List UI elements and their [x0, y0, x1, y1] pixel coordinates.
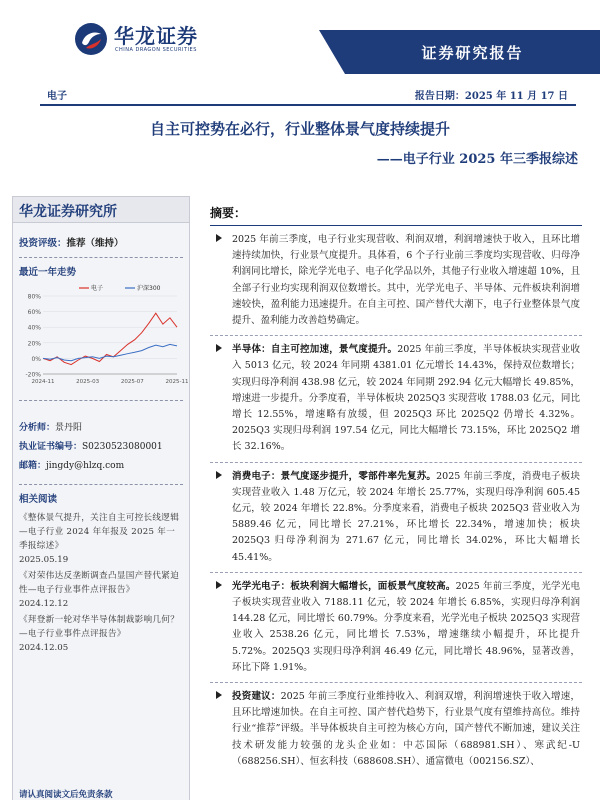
- cert-row: [19, 438, 183, 457]
- paragraph-lead: 光学光电子：板块利润大幅增长，面板景气度较高。: [232, 580, 456, 592]
- institute-name: 华龙证券研究所: [13, 197, 189, 223]
- related-label: 相关阅读: [19, 494, 58, 505]
- report-meta: [47, 86, 576, 104]
- abstract-paragraph: [210, 226, 582, 336]
- triangle-bullet-icon: [216, 344, 222, 352]
- company-logo: [74, 20, 234, 60]
- cert-label: 执业证书编号：: [19, 442, 83, 452]
- paragraph-text: 2025 年前三季度，半导体板块实现营业收入 5013 亿元，较 2024 年同期 4381.01 亿元增长 14.43%，保持双位数增长；实现归母净利润 438.98 亿元，较 2024 年同期 292.94 亿元大幅增长 49.85%，增速进一步提升。分季度看，半导体板块 2025Q3 实现营收 1788.03 亿元，同比增长 12.55%，增速略有放缓，但 2025Q3 环比 2025Q2 仍增长 4.32%。2025Q3 实现归母利润 197.54 亿元，同比大幅增长 73.15%，环比 2025Q2 增长 32.16%。: [232, 344, 580, 453]
- sidebar: [12, 196, 190, 800]
- related-item-title[interactable]: 《对荣伟达反垄断调查凸显国产替代紧迫性—电子行业事件点评报告》: [19, 571, 180, 595]
- sidebar-divider: [19, 484, 183, 485]
- report-title: 自主可控势在必行，行业整体景气度持续提升: [149, 120, 450, 138]
- disclaimer-note: 请认真阅读文后免责条款: [19, 790, 113, 800]
- abstract-paragraph: [210, 573, 582, 683]
- email-link[interactable]: jingdy@hlzq.com: [46, 461, 125, 471]
- related-item[interactable]: [19, 613, 183, 655]
- chart-y-tick-label: 80%: [27, 293, 41, 301]
- abstract-section: [210, 196, 582, 776]
- chart-legend-label: 沪深300: [137, 285, 161, 292]
- analyst-row: [19, 419, 183, 438]
- related-reading-list: [19, 511, 183, 655]
- abstract-heading: 摘要：: [210, 206, 247, 220]
- chart-x-tick-label: 2025-07: [120, 379, 144, 385]
- related-item-title[interactable]: 《整体景气提升，关注自主可控长线逻辑—电子行业 2024 年年报及 2025 年一季报综述》: [19, 513, 180, 551]
- related-item-date: 2024.12.05: [19, 643, 69, 653]
- abstract-paragraph: [210, 336, 582, 462]
- related-item[interactable]: [19, 511, 183, 567]
- related-item-title[interactable]: 《拜登新一轮对华半导体制裁影响几何？—电子行业事件点评报告》: [19, 615, 180, 639]
- trend-label: 最近一年走势: [19, 267, 77, 278]
- paragraph-text: 2025 年前三季度行业维持收入、利润双增，利润增速快于收入增速，且环比增速加快。在自主可控、国产替代趋势下，行业景气度有望维持高位。维持行业“推荐”评级。半导体板块自主可控为核心方向，国产替代不断加速，建议关注技术研发能力较强的龙头企业如：中芯国际（688981.SH）、寒武纪-U（688256.SH）、恒玄科技（688608.SH）、通富微电（002156.SZ）、: [232, 691, 580, 767]
- chart-y-tick-label: 40%: [27, 324, 41, 332]
- paragraph-lead: 投资建议：: [232, 691, 281, 703]
- triangle-bullet-icon: [216, 234, 222, 242]
- trend-chart-svg: [19, 282, 189, 392]
- analyst-label: 分析师：: [19, 423, 56, 433]
- chart-x-tick-label: 2024-11: [31, 379, 55, 385]
- paragraph-lead: 消费电子：景气度逐步提升，零部件率先复苏。: [232, 470, 437, 482]
- triangle-bullet-icon: [216, 581, 222, 589]
- chart-x-tick-label: 2025-11: [165, 379, 189, 385]
- triangle-bullet-icon: [216, 471, 222, 479]
- paragraph-text: 2025 年前三季度，电子行业实现营收、利润双增，利润增速快于收入，且环比增速持续加快，行业景气度提升。具体看，6 个子行业前三季度均实现营收、归母净利润同比增长，除光学光电子、电子化学品以外，其他子行业收入增速超 10%，且全部子行业均实现利润双位数增长。其中，光学光电子、半导体、元件板块利润增速较快，盈利能力迅速提升。在自主可控、国产替代大潮下，电子行业整体景气度提升、盈利能力改善趋势确定。: [232, 234, 580, 327]
- chart-y-tick-label: 20%: [27, 340, 41, 348]
- report-header: [0, 0, 600, 86]
- related-item-date: 2024.12.12: [19, 599, 69, 609]
- report-type-banner: 证券研究报告: [345, 30, 600, 74]
- rating-label: 投资评级：: [19, 238, 67, 249]
- paragraph-text: 2025 年前三季度，消费电子板块实现营业收入 1.48 万亿元，较 2024 年增长 25.77%，实现归母净利润 605.45 亿元，较 2024 年增长 22.8%。分季度来看，消费电子板块 2025Q3 营业收入为 5889.46 亿元，同比增长 27.21%，环比增长 22.34%，增速加快；板块 2025Q3 归母净利润为 271.67 亿元，同比增长 34.02%，环比大幅增长 45.41%。: [232, 470, 580, 563]
- trend-chart: [19, 282, 189, 392]
- logo-english-name: CHINA DRAGON SECURITIES: [115, 47, 197, 53]
- chart-y-tick-label: 60%: [27, 309, 41, 317]
- chart-x-tick-label: 2025-03: [76, 379, 100, 385]
- email-label: 邮箱：: [19, 461, 47, 471]
- paragraph-text: 2025 年前三季度，光学光电子板块实现营业收入 7188.11 亿元，较 2024 年增长 6.85%，实现归母净利润 144.28 亿元，同比增长 60.79%。分季度来看，光学光电子板块 2025Q3 实现营业收入 2538.26 亿元，同比增长 7.53%，增速继续小幅提升，环比提升 5.72%。2025Q3 实现归母净利润 46.49 亿元，同比增长 48.96%，显著改善，环比下降 1.91%。: [232, 580, 580, 673]
- banner-notch: [319, 30, 345, 74]
- analyst-info: [19, 419, 183, 476]
- related-item[interactable]: [19, 569, 183, 611]
- abstract-paragraph: [210, 463, 582, 573]
- chart-y-tick-label: 0%: [31, 355, 41, 363]
- paragraph-lead: 半导体：自主可控加速，景气度提升。: [232, 344, 398, 356]
- rating-value: 推荐（维持）: [66, 238, 124, 249]
- cert-number: S0230523080001: [82, 442, 163, 452]
- logo-chinese-name: 华龙证券: [114, 24, 198, 48]
- triangle-bullet-icon: [216, 691, 222, 699]
- investment-rating: [19, 235, 183, 249]
- email-row: [19, 457, 183, 476]
- report-date: 报告日期：2025 年 11 月 17 日: [414, 91, 568, 102]
- report-subtitle: ——电子行业 2025 年三季报综述: [376, 152, 578, 167]
- sidebar-divider: [19, 400, 183, 401]
- meta-divider: [40, 104, 576, 106]
- related-item-date: 2025.05.19: [19, 555, 69, 565]
- chart-y-tick-label: -20%: [25, 371, 41, 379]
- sidebar-divider: [19, 257, 183, 258]
- abstract-paragraph: [210, 683, 582, 776]
- dragon-logo-icon: [74, 22, 108, 56]
- chart-legend-label: 电子: [91, 285, 104, 292]
- industry-label: 电子: [47, 91, 67, 102]
- analyst-name: 景丹阳: [55, 423, 83, 433]
